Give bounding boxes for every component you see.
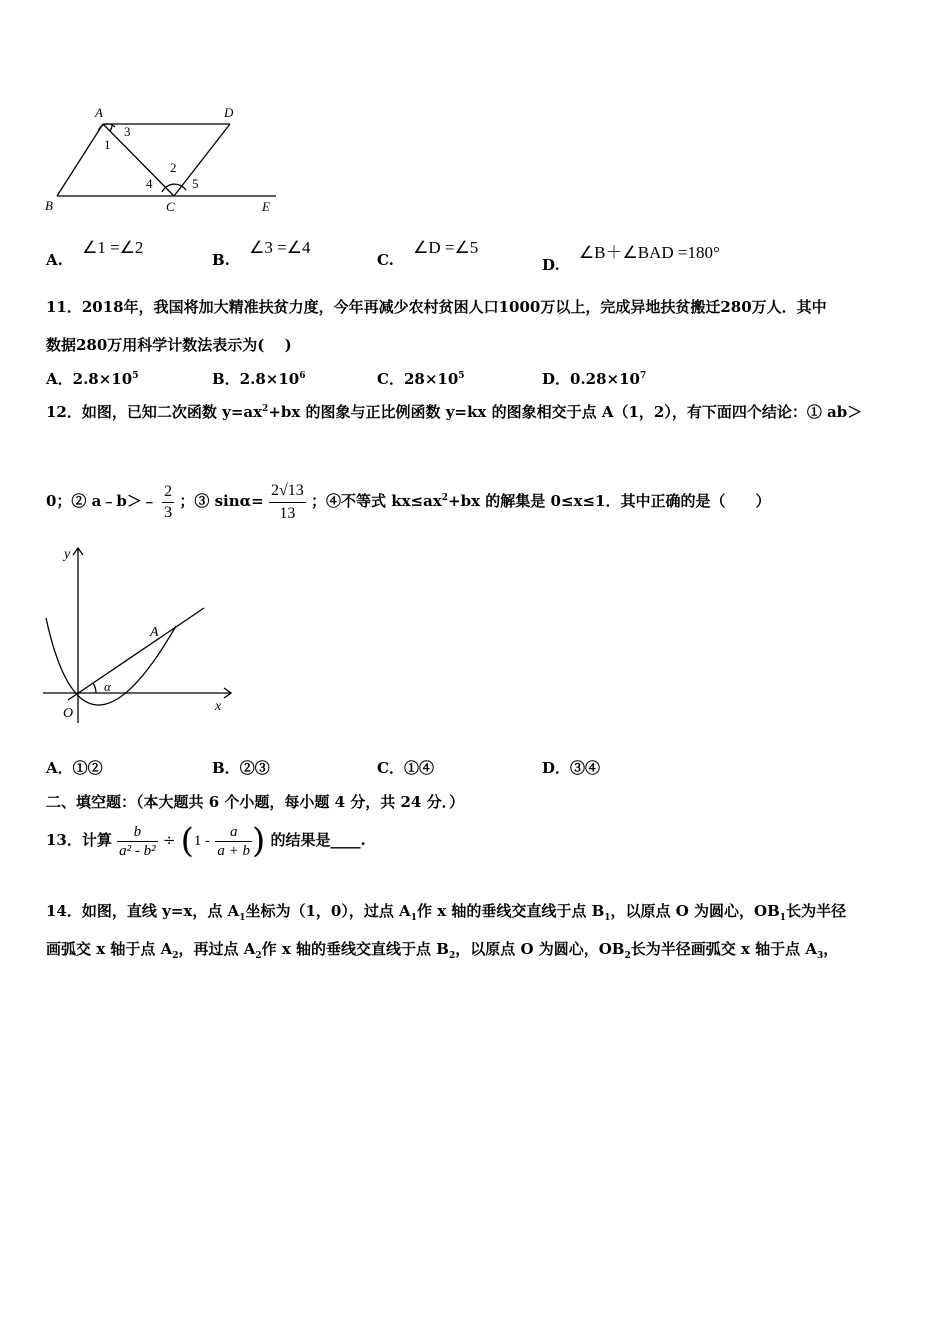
option-text: ①②	[72, 759, 103, 777]
option-mantissa: 2.8×10	[72, 370, 133, 388]
q12-option-d[interactable]	[542, 757, 600, 778]
divide-sign: ÷	[162, 831, 176, 849]
origin-label: O	[63, 706, 74, 721]
point-label-E: E	[262, 199, 270, 214]
q14-line-1: 14．如图，直线 y=x，点 $A_1$坐标为（1，0），过点 $A_1$作 x 轴的垂线交直线于点 $B_1$，以原点 O 为圆心，$OB_1$长为半径	[46, 902, 847, 923]
option-letter: D．	[542, 370, 571, 388]
option-letter: C．	[377, 759, 404, 777]
axis-label-y: y	[64, 547, 71, 562]
option-letter: A．	[46, 370, 73, 388]
point-label-C: C	[166, 199, 175, 214]
q12-option-b[interactable]	[212, 757, 270, 778]
line-DC	[174, 124, 230, 196]
option-text: ∠D =∠5	[413, 238, 479, 257]
option-letter: D．	[542, 759, 571, 777]
angle-label-2: 2	[170, 160, 177, 175]
q11-option-c[interactable]	[377, 368, 465, 389]
option-text: ∠1 =∠2	[82, 238, 144, 257]
fraction-sine: $\frac{2√13}{13}$	[270, 481, 304, 522]
q11-line-1: 11．2018年，我国将加大精准扶贫力度，今年再减少农村贫困人口1000万以上，完成异地扶贫搬迁280万人．其中	[46, 298, 827, 316]
option-text: ∠3 =∠4	[249, 238, 311, 257]
option-letter: A.	[46, 251, 63, 269]
option-mantissa: 28×10	[403, 370, 459, 388]
angle-label-5: 5	[192, 176, 199, 191]
option-text: ∠B＋∠BAD =180°	[578, 243, 720, 262]
q11-line-2: 数据280万用科学计数法表示为( )	[46, 336, 292, 354]
line-AC	[103, 124, 174, 196]
q13-line: 13．计算 $\frac{b}{\text{a² - b²}}$ ÷ (1 - $\frac{a}{a + b}$ ) 的结果是____.	[46, 821, 366, 861]
point-label-B: B	[45, 198, 53, 213]
angle-alpha-arc	[93, 683, 96, 693]
axis-label-x: x	[215, 699, 222, 714]
option-letter: D.	[542, 256, 560, 274]
option-letter: C．	[377, 370, 404, 388]
angle-label-3: 3	[124, 124, 131, 139]
option-mantissa: 2.8×10	[239, 370, 300, 388]
option-mantissa: 0.28×10	[570, 370, 640, 388]
option-letter: B.	[212, 251, 230, 269]
angle-label-4: 4	[146, 176, 153, 191]
fraction-b-over-a2-b2: $\frac{b}{\text{a² - b²}}$	[119, 823, 156, 859]
option-text: ③④	[570, 759, 601, 777]
right-paren: )	[252, 821, 266, 861]
option-letter: B．	[212, 759, 240, 777]
option-exponent: 6	[299, 371, 306, 381]
option-letter: C.	[377, 251, 394, 269]
angle-label-alpha: α	[104, 679, 111, 694]
q12-option-a[interactable]	[46, 757, 103, 778]
q11-option-a[interactable]	[46, 368, 138, 389]
point-label-A: A	[150, 625, 159, 640]
option-exponent: 5	[458, 371, 465, 381]
q10-option-d[interactable]	[542, 243, 720, 275]
option-letter: B．	[212, 370, 240, 388]
line-AB	[57, 124, 103, 196]
fraction-a-over-a-plus-b: $\frac{a}{a + b}$	[217, 823, 251, 859]
option-exponent: 7	[640, 371, 647, 381]
option-letter: A．	[46, 759, 73, 777]
figure-q12-graph	[38, 538, 248, 728]
q12-option-c[interactable]	[377, 757, 434, 778]
line-y-kx	[68, 608, 204, 700]
q10-option-c[interactable]	[377, 238, 479, 270]
option-exponent: 5	[132, 371, 139, 381]
q14-line-2: 画弧交 x 轴于点 $A_2$，再过点 $A_2$作 x 轴的垂线交直线于点 $B_2$，以原点 O 为圆心，$OB_2$长为半径画弧交 x 轴于点 $A_3$，	[46, 940, 839, 961]
q11-option-b[interactable]	[212, 368, 306, 389]
q12-line-2: 0；② a﹣b＞﹣ $\frac{2}{3}$ ；③ sinα= $\frac{2√13}{13}$ ；④不等式 $kx\le ax^2+bx$ 的解集是 0≤x≤1．其中正确的是（ ）	[46, 466, 770, 533]
option-text: ①④	[403, 759, 434, 777]
angle-label-1: 1	[104, 137, 111, 152]
section-2-heading: 二、填空题：（本大题共 6 个小题，每小题 4 分，共 24 分．）	[46, 793, 465, 811]
q11-option-d[interactable]	[542, 368, 646, 389]
option-text: ②③	[239, 759, 270, 777]
figure-q10-parallelogram	[40, 100, 285, 218]
q10-option-b[interactable]	[212, 238, 311, 270]
q12-line-1: 12．如图，已知二次函数 $y=ax^2+bx$ 的图象与正比例函数 y=kx 的图象相交于点 A（1，2），有下面四个结论：① ab＞	[46, 403, 863, 421]
point-label-D: D	[224, 105, 234, 120]
fraction-two-thirds: $\frac{2}{3}$	[164, 482, 173, 521]
left-paren: (	[180, 821, 194, 861]
point-label-A: A	[95, 105, 103, 120]
q10-option-a[interactable]	[46, 238, 144, 270]
